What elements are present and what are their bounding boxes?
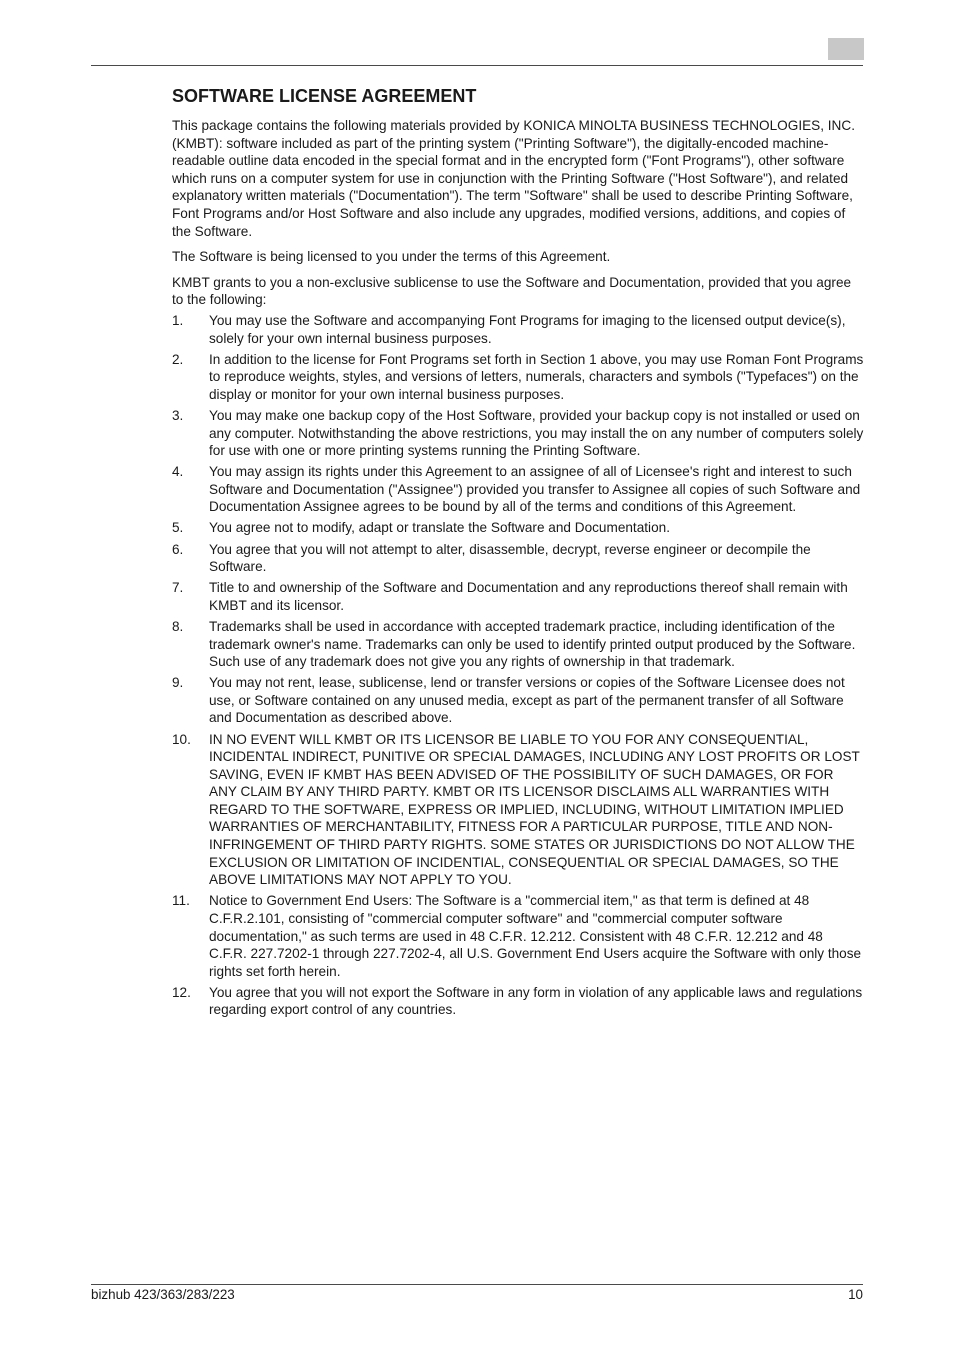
list-item-number: 3. <box>172 407 184 423</box>
list-item <box>172 579 864 614</box>
list-item-number: 6. <box>172 541 184 557</box>
list-item <box>172 312 864 347</box>
list-item-number: 5. <box>172 520 184 536</box>
list-item-number: 2. <box>172 351 184 367</box>
list-item <box>172 519 864 537</box>
license-terms-list <box>172 312 864 1019</box>
list-item <box>172 463 864 516</box>
intro-paragraph: This package contains the following materials provided by KONICA MINOLTA BUSINESS TECHNOLOGIES, INC. (KMBT): software included as part of the printing system ("Printing Software"), the digitally-encoded machine-readable outline data encoded in the special format and in the encrypted form ("Font Programs"), other software which runs on a computer system for use in conjunction with the Printing Software ("Host Software"), and related explanatory written materials ("Documentation"). The term "Software" shall be used to describe Printing Software, Font Programs and/or Host Software and also include any upgrades, modified versions, additions, and copies of the Software. <box>172 118 855 239</box>
list-item-number: 11. <box>172 893 190 909</box>
list-item <box>172 541 864 576</box>
list-item <box>172 984 864 1019</box>
list-item <box>172 407 864 460</box>
list-item-text: You agree that you will not export the Software in any form in violation of any applicable laws and regulations regarding export control of any countries. <box>209 984 863 1018</box>
list-item-text: You may assign its rights under this Agreement to an assignee of all of Licensee's right and interest to such Software and Documentation ("Assignee") provided you transfer to Assignee all copies of such Software and Documentation Assignee agrees to be bound by all of the terms and conditions of this Agreement. <box>209 464 861 515</box>
footer-model-name: bizhub 423/363/283/223 <box>91 1287 235 1302</box>
list-item <box>172 731 864 889</box>
list-item-text: You agree that you will not attempt to alter, disassemble, decrypt, reverse engineer or decompile the Software. <box>209 541 811 575</box>
list-item-number: 7. <box>172 580 184 596</box>
list-item-text: Notice to Government End Users: The Software is a "commercial item," as that term is defined at 48 C.F.R.2.101, consisting of "commercial computer software" and "commercial computer software documentation," as such terms are used in 48 C.F.R. 12.212. Consistent with 48 C.F.R. 12.212 and 48 C.F.R. 227.7202-1 through 227.7202-4, all U.S. Government End Users acquire the Software with only those rights set forth herein. <box>209 893 862 979</box>
list-item <box>172 674 864 727</box>
list-item-text: Trademarks shall be used in accordance with accepted trademark practice, including identification of the trademark owner's name. Trademarks can only be used to identify printed output produced by the Software. Such use of any trademark does not give you any rights of ownership in that trademark. <box>209 618 856 670</box>
list-item-number: 9. <box>172 675 184 691</box>
list-item-text: You agree not to modify, adapt or translate the Software and Documentation. <box>209 520 670 536</box>
list-item-number: 10. <box>172 731 191 747</box>
list-item-text: You may not rent, lease, sublicense, lend or transfer versions or copies of the Software Licensee does not use, or Software contained on any unused media, except as part of the permanent transfer of all Software and Documentation as described above. <box>209 675 845 726</box>
list-item <box>172 618 864 671</box>
document-body <box>172 84 864 1023</box>
list-item <box>172 892 864 980</box>
footer-page-number: 10 <box>848 1287 863 1302</box>
list-item-text: Title to and ownership of the Software and Documentation and any reproductions thereof shall remain with KMBT and its licensor. <box>209 580 848 613</box>
list-item <box>172 351 864 404</box>
sublicense-paragraph: KMBT grants to you a non-exclusive sublicense to use the Software and Documentation, provided that you agree to the following: <box>172 274 852 308</box>
list-item-text: In addition to the license for Font Programs set forth in Section 1 above, you may use Roman Font Programs to reproduce weights, styles, and versions of letters, numerals, characters and symbols ("Typefaces") on the display or monitor for your own internal business purposes. <box>209 351 864 402</box>
list-item-number: 1. <box>172 312 184 328</box>
list-item-text: You may make one backup copy of the Host Software, provided your backup copy is not installed or used on any computer. Notwithstanding the above restrictions, you may install the on any number of computers solely for use with one or more printing systems running the Printing Software. <box>209 407 864 459</box>
list-item-text: IN NO EVENT WILL KMBT OR ITS LICENSOR BE LIABLE TO YOU FOR ANY CONSEQUENTIAL, INCIDENTAL INDIRECT, PUNITIVE OR SPECIAL DAMAGES, INCLUDING ANY LOST PROFITS OR LOST SAVING, EVEN IF KMBT HAS BEEN ADVISED OF THE POSSIBILITY OF SUCH DAMAGES, OR FOR ANY CLAIM BY ANY THIRD PARTY. KMBT OR ITS LICENSOR DISCLAIMS ALL WARRANTIES WITH REGARD TO THE SOFTWARE, EXPRESS OR IMPLIED, INCLUDING, WITHOUT LIMITATION IMPLIED WARRANTIES OF MERCHANTABILITY, FITNESS FOR A PARTICULAR PURPOSE, TITLE AND NON-INFRINGEMENT OF THIRD PARTY RIGHTS. SOME STATES OR JURISDICTIONS DO NOT ALLOW THE EXCLUSION OR LIMITATION OF INCIDENTIAL, CONSEQUENTIAL OR SPECIAL DAMAGES, SO THE ABOVE LIMITATIONS MAY NOT APPLY TO YOU. <box>209 731 860 888</box>
header-divider <box>91 65 863 66</box>
license-terms-paragraph: The Software is being licensed to you under the terms of this Agreement. <box>172 249 611 265</box>
list-item-number: 8. <box>172 618 184 634</box>
list-item-text: You may use the Software and accompanying Font Programs for imaging to the licensed output device(s), solely for your own internal business purposes. <box>209 312 846 346</box>
section-title: SOFTWARE LICENSE AGREEMENT <box>172 86 477 106</box>
list-item-number: 4. <box>172 464 184 480</box>
chapter-tab-marker <box>828 38 864 60</box>
footer-divider <box>91 1284 863 1285</box>
list-item-number: 12. <box>172 984 191 1000</box>
